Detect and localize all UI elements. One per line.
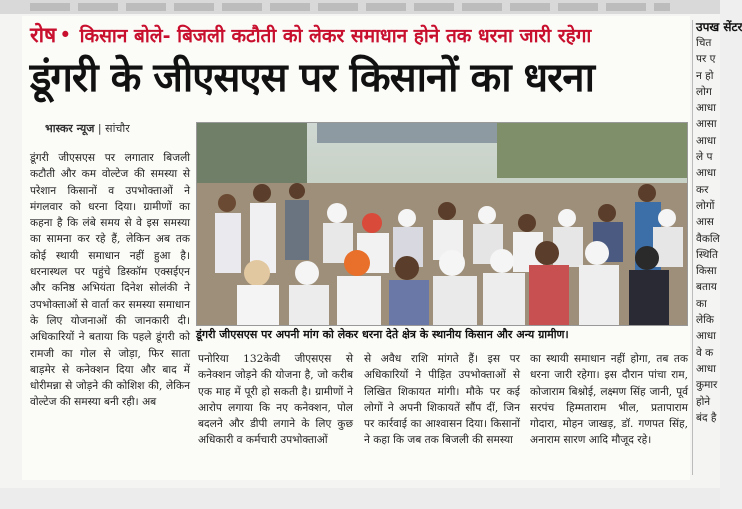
adjacent-line: लेकि	[696, 314, 714, 327]
body-column-1: डूंगरी जीएसएस पर लगातार बिजली कटौती और कम वोल्टेज की समस्या से परेशान किसानों व उपभोक्ताओं ने मंगलवार को धरना दिया। ग्रामीणों का कहना है कि लंबे समय से वे इस समस्या का सामना कर रहे हैं, लेकिन अब तक कोई स्थायी समाधान नहीं हुआ है। धरनास्थल पर पहुंचे डिस्कॉम एक्सईएन और कनिष्ठ अभियंता दिनेश सोलंकी ने उपभोक्ताओं से वार्ता कर समस्या समाधान के लिए योजनाओं की जानकारी दी। अधिकारियों ने बताया कि पहले डूंगरी को रामजी का गोल से जोड़ा, फिर साता बाड़मेर से कनेक्शन दिया और बाद में धोरीमन्ना से जोड़ने की कोशिश की, लेकिन वोल्टेज की समस्या बनी रही। अब	[30, 152, 190, 409]
body-column-3: से अवैध राशि मांगते हैं। इस पर अधिकारियों ने पीड़ित उपभोक्ताओं से लिखित शिकायत मांगी। मौके पर कई लोगों ने अपनी शिकायतें सौंप दीं, जिन पर कार्रवाई का आश्वासन दिया। किसानों ने कहा कि जब तक बिजली की समस्या	[364, 353, 520, 447]
adjacent-line: ले प	[696, 151, 713, 164]
adjacent-line: आधा	[696, 362, 716, 375]
bullet-icon: •	[59, 23, 72, 47]
adjacent-line: आधा	[696, 167, 716, 180]
adjacent-line: कुमार	[696, 379, 718, 392]
adjacent-line: कर	[696, 183, 709, 196]
adjacent-line: आधा	[696, 134, 716, 147]
news-photo	[196, 122, 688, 326]
adjacent-line: पर ए	[696, 53, 716, 66]
bottom-strip	[0, 488, 720, 509]
column-divider	[692, 20, 693, 475]
body-column-4: का स्थायी समाधान नहीं होगा, तब तक धरना जारी रहेगा। इस दौरान पांचा राम, कोजाराम बिश्नोई, लक्ष्मण सिंह जानी, पूर्व सरपंच हिम्मताराम भील, प्रतापाराम गोदारा, मोहन जाखड़, डॉ. गणपत सिंह, अनाराम सारण आदि मौजूद रहे।	[530, 353, 688, 447]
adjacent-line: का	[696, 297, 707, 310]
adjacent-line: लोग	[696, 85, 712, 98]
adjacent-line: वे क	[696, 346, 714, 359]
kicker-text: किसान बोले- बिजली कटौती को लेकर समाधान होने तक धरना जारी रहेगा	[79, 25, 592, 47]
crowd-photo-icon	[197, 123, 687, 325]
adjacent-heading: उपख सेंटर	[696, 20, 742, 34]
kicker-label: रोष	[30, 23, 57, 47]
headline: डूंगरी के जीएसएस पर किसानों का धरना	[30, 55, 594, 101]
adjacent-article-column	[696, 20, 742, 480]
photo-caption: डूंगरी जीएसएस पर अपनी मांग को लेकर धरना देते क्षेत्र के स्थानीय किसान और अन्य ग्रामीण।	[196, 328, 569, 341]
adjacent-line: होने	[696, 395, 711, 408]
adjacent-line: बंद है	[696, 411, 717, 424]
byline-place: सांचौर	[105, 122, 130, 135]
adjacent-line: आस	[696, 216, 714, 229]
adjacent-line: स्थिति	[696, 248, 719, 261]
top-strip	[0, 0, 720, 14]
adjacent-text	[696, 35, 720, 426]
adjacent-line: आसा	[696, 118, 717, 131]
kicker	[30, 20, 591, 50]
byline: भास्कर न्यूज | सांचौर	[45, 122, 130, 135]
adjacent-line: वैकलि	[696, 232, 720, 245]
adjacent-line: न हो	[696, 69, 714, 82]
byline-source: भास्कर न्यूज	[45, 122, 95, 135]
body-column-2: पनोरिया 132केवी जीएसएस से कनेक्शन जोड़ने की योजना है, जो करीब एक माह में पूरी हो सकती है। ग्रामीणों ने आरोप लगाया कि नए कनेक्शन, पोल बदलने और डीपी लगाने के लिए कुछ अधिकारी व कर्मचारी उपभोक्ताओं	[198, 353, 353, 447]
adjacent-line: चित	[696, 37, 712, 49]
adjacent-line: बताय	[696, 281, 717, 294]
adjacent-line: आधा	[696, 330, 716, 343]
adjacent-line: लोगों	[696, 199, 715, 212]
adjacent-line: आधा	[696, 102, 716, 115]
adjacent-line: किसा	[696, 265, 717, 278]
